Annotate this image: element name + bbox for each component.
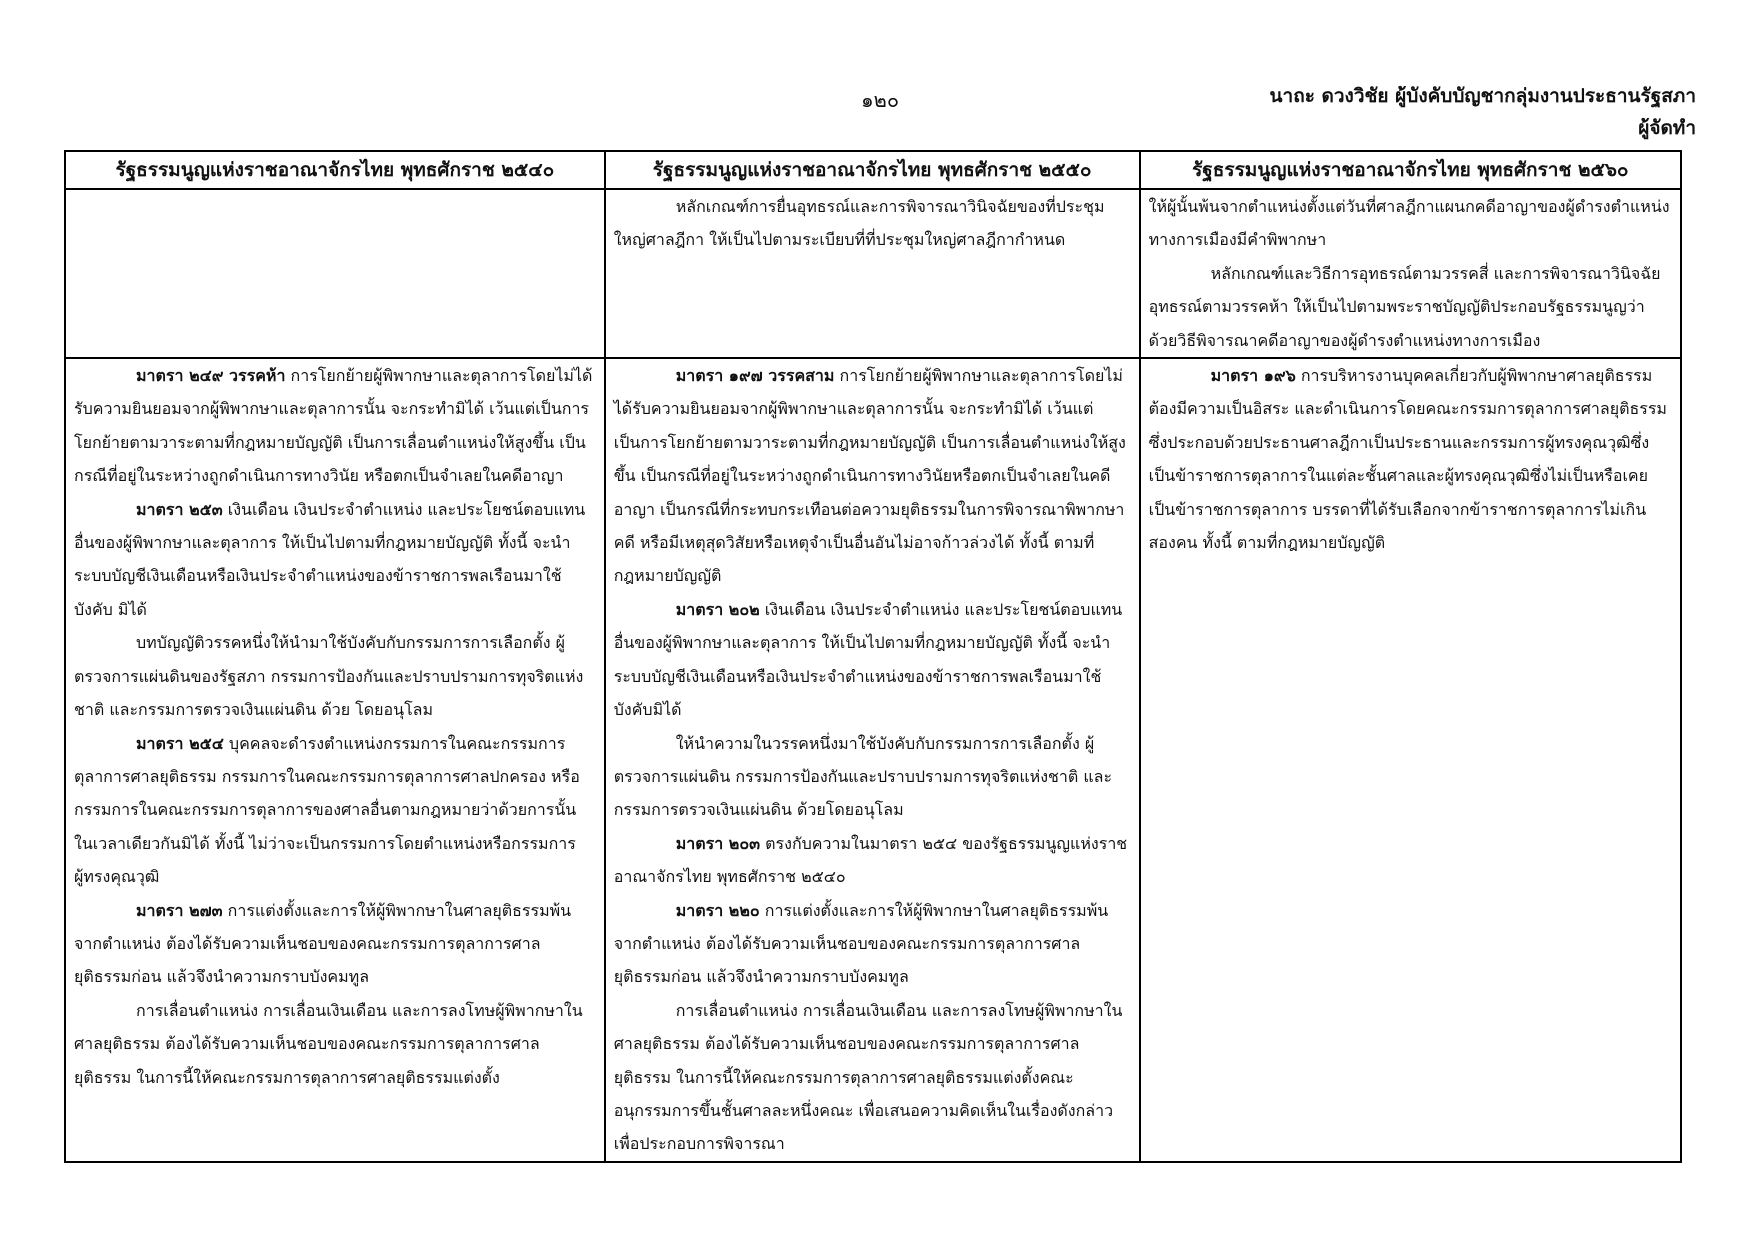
section-text: การเลื่อนตำแหน่ง การเลื่อนเงินเดือน และการลงโทษผู้พิพากษาในศาลยุติธรรม ต้องได้รับความเห็นชอบของคณะกรรมการตุลาการศาลยุติธรรม ในการนี้ให้คณะกรรมการตุลาการศาลยุติธรรมแต่งตั้งคณะอนุกรรมการขึ้นชั้นศาลละหนึ่งคณะ เพื่อเสนอความคิดเห็นในเรื่องดังกล่าวเพื่อประกอบการพิจารณา	[613, 1000, 1123, 1154]
section-paragraph	[614, 827, 1131, 894]
cell-2550	[605, 189, 1140, 358]
section-paragraph	[614, 727, 1131, 827]
table-header-row	[65, 151, 1681, 189]
section-number: มาตรา ๒๕๔	[136, 733, 224, 753]
section-paragraph	[1149, 359, 1672, 559]
cell-2560	[1140, 189, 1681, 358]
section-number: มาตรา ๒๔๙ วรรคห้า	[136, 366, 286, 386]
section-paragraph	[1149, 190, 1672, 257]
section-paragraph	[74, 626, 596, 726]
section-text: การโยกย้ายผู้พิพากษาและตุลาการโดยไม่ได้รับความยินยอมจากผู้พิพากษาและตุลาการนั้น จะกระทำมิได้ เว้นแต่เป็นการโยกย้ายตามวาระตามที่กฎหมายบัญญัติ เป็นการเลื่อนตำแหน่งให้สูงขึ้น เป็นกรณีที่อยู่ในระหว่างถูกดำเนินการทางวินัย หรือตกเป็นจำเลยในคดีอาญา	[74, 366, 593, 486]
section-text: การเลื่อนตำแหน่ง การเลื่อนเงินเดือน และการลงโทษผู้พิพากษาในศาลยุติธรรม ต้องได้รับความเห็นชอบของคณะกรรมการตุลาการศาลยุติธรรม ในการนี้ให้คณะกรรมการตุลาการศาลยุติธรรมแต่งตั้ง	[74, 1000, 583, 1087]
section-paragraph	[614, 593, 1131, 727]
page-number: ๑๒๐	[860, 88, 900, 112]
section-paragraph	[614, 894, 1131, 994]
preparer-block	[1270, 80, 1696, 144]
table-row	[65, 358, 1681, 1162]
section-paragraph	[614, 994, 1131, 1161]
section-paragraph	[74, 994, 596, 1094]
section-text: บุคคลจะดำรงตำแหน่งกรรมการในคณะกรรมการตุลาการศาลยุติธรรม กรรมการในคณะกรรมการตุลาการศาลปกครอง หรือกรรมการในคณะกรรมการตุลาการของศาลอื่นตามกฎหมายว่าด้วยการนั้น ในเวลาเดียวกันมิได้ ทั้งนี้ ไม่ว่าจะเป็นกรรมการโดยตำแหน่งหรือกรรมการผู้ทรงคุณวุฒิ	[74, 733, 580, 887]
cell-2560	[1140, 358, 1681, 1162]
cell-2550	[605, 358, 1140, 1162]
section-text: เงินเดือน เงินประจำตำแหน่ง และประโยชน์ตอบแทนอื่นของผู้พิพากษาและตุลาการ ให้เป็นไปตามที่กฎหมายบัญญัติ ทั้งนี้ จะนำระบบบัญชีเงินเดือนหรือเงินประจำตำแหน่งของข้าราชการพลเรือนมาใช้บังคับ มิได้	[74, 499, 586, 619]
section-number: มาตรา ๒๐๒	[675, 599, 760, 619]
section-text: การบริหารงานบุคคลเกี่ยวกับผู้พิพากษาศาลยุติธรรมต้องมีความเป็นอิสระ และดำเนินการโดยคณะกรรมการตุลาการศาลยุติธรรม ซึ่งประกอบด้วยประธานศาลฎีกาเป็นประธานและกรรมการผู้ทรงคุณวุฒิซึ่งเป็นข้าราชการตุลาการในแต่ละชั้นศาลและผู้ทรงคุณวุฒิซึ่งไม่เป็นหรือเคยเป็นข้าราชการตุลาการ บรรดาที่ได้รับเลือกจากข้าราชการตุลาการไม่เกินสองคน ทั้งนี้ ตามที่กฎหมายบัญญัติ	[1148, 366, 1667, 553]
cell-2540	[65, 358, 605, 1162]
column-header-2540: รัฐธรรมนูญแห่งราชอาณาจักรไทย พุทธศักราช ๒๕๔๐	[65, 151, 605, 189]
section-text: การแต่งตั้งและการให้ผู้พิพากษาในศาลยุติธรรมพ้นจากตำแหน่ง ต้องได้รับความเห็นชอบของคณะกรรมการตุลาการศาลยุติธรรมก่อน แล้วจึงนำความกราบบังคมทูล	[613, 900, 1109, 987]
section-text: หลักเกณฑ์และวิธีการอุทธรณ์ตามวรรคสี่ และการพิจารณาวินิจฉัยอุทธรณ์ตามวรรคห้า ให้เป็นไปตามพระราชบัญญัติประกอบรัฐธรรมนูญว่าด้วยวิธีพิจารณาคดีอาญาของผู้ดำรงตำแหน่งทางการเมือง	[1148, 263, 1661, 350]
section-number: มาตรา ๒๐๓	[675, 833, 761, 853]
comparison-table	[64, 150, 1682, 1163]
section-paragraph	[74, 894, 596, 994]
section-paragraph	[74, 727, 596, 894]
preparer-name: นาถะ ดวงวิชัย ผู้บังคับบัญชากลุ่มงานประธานรัฐสภา	[1269, 85, 1696, 107]
section-paragraph	[74, 359, 596, 493]
section-number: มาตรา ๑๙๖	[1210, 366, 1296, 386]
section-text: เงินเดือน เงินประจำตำแหน่ง และประโยชน์ตอบแทนอื่นของผู้พิพากษาและตุลาการ ให้เป็นไปตามที่กฎหมายบัญญัติ ทั้งนี้ จะนำระบบบัญชีเงินเดือนหรือเงินประจำตำแหน่งของข้าราชการพลเรือนมาใช้บังคับมิได้	[613, 599, 1123, 720]
section-text: ตรงกับความในมาตรา ๒๕๔ ของรัฐธรรมนูญแห่งราชอาณาจักรไทย พุทธศักราช ๒๕๔๐	[613, 833, 1128, 887]
section-paragraph	[614, 190, 1131, 257]
section-text: หลักเกณฑ์การยื่นอุทธรณ์และการพิจารณาวินิจฉัยของที่ประชุมใหญ่ศาลฎีกา ให้เป็นไปตามระเบียบที่ที่ประชุมใหญ่ศาลฎีกากำหนด	[613, 197, 1105, 250]
section-number: มาตรา ๒๕๓	[136, 499, 223, 519]
section-number: มาตรา ๑๙๗ วรรคสาม	[675, 366, 835, 386]
section-paragraph	[1149, 257, 1672, 357]
section-number: มาตรา ๒๗๓	[136, 900, 223, 920]
section-text: บทบัญญัติวรรคหนึ่งให้นำมาใช้บังคับกับกรรมการการเลือกตั้ง ผู้ตรวจการแผ่นดินของรัฐสภา กรรมการป้องกันและปราบปรามการทุจริตแห่งชาติ และกรรมการตรวจเงินแผ่นดิน ด้วย โดยอนุโลม	[74, 633, 584, 720]
column-header-2550: รัฐธรรมนูญแห่งราชอาณาจักรไทย พุทธศักราช ๒๕๕๐	[605, 151, 1140, 189]
cell-2540	[65, 189, 605, 358]
table-row	[65, 189, 1681, 358]
section-text: ให้นำความในวรรคหนึ่งมาใช้บังคับกับกรรมการการเลือกตั้ง ผู้ตรวจการแผ่นดิน กรรมการป้องกันและปราบปรามการทุจริตแห่งชาติ และกรรมการตรวจเงินแผ่นดิน ด้วยโดยอนุโลม	[613, 733, 1113, 820]
section-paragraph	[74, 493, 596, 627]
section-text: การแต่งตั้งและการให้ผู้พิพากษาในศาลยุติธรรมพ้นจากตำแหน่ง ต้องได้รับความเห็นชอบของคณะกรรมการตุลาการศาลยุติธรรมก่อน แล้วจึงนำความกราบบังคมทูล	[74, 900, 572, 987]
preparer-role: ผู้จัดทำ	[1638, 117, 1696, 139]
section-text: ให้ผู้นั้นพ้นจากตำแหน่งตั้งแต่วันที่ศาลฎีกาแผนกคดีอาญาของผู้ดำรงตำแหน่งทางการเมืองมีคำพิพากษา	[1148, 197, 1670, 250]
column-header-2560: รัฐธรรมนูญแห่งราชอาณาจักรไทย พุทธศักราช ๒๕๖๐	[1140, 151, 1681, 189]
section-paragraph	[614, 359, 1131, 593]
section-text: การโยกย้ายผู้พิพากษาและตุลาการโดยไม่ได้รับความยินยอมจากผู้พิพากษาและตุลาการนั้น จะกระทำมิได้ เว้นแต่เป็นการโยกย้ายตามวาระตามที่กฎหมายบัญญัติ เป็นการเลื่อนตำแหน่งให้สูงขึ้น เป็นกรณีที่อยู่ในระหว่างถูกดำเนินการทางวินัยหรือตกเป็นจำเลยในคดีอาญา เป็นกรณีที่กระทบกระเทือนต่อความยุติธรรมในการพิจารณาพิพากษาคดี หรือมีเหตุสุดวิสัยหรือเหตุจำเป็นอื่นอันไม่อาจก้าวล่วงได้ ทั้งนี้ ตามที่กฎหมายบัญญัติ	[613, 366, 1126, 586]
section-number: มาตรา ๒๒๐	[675, 900, 760, 920]
